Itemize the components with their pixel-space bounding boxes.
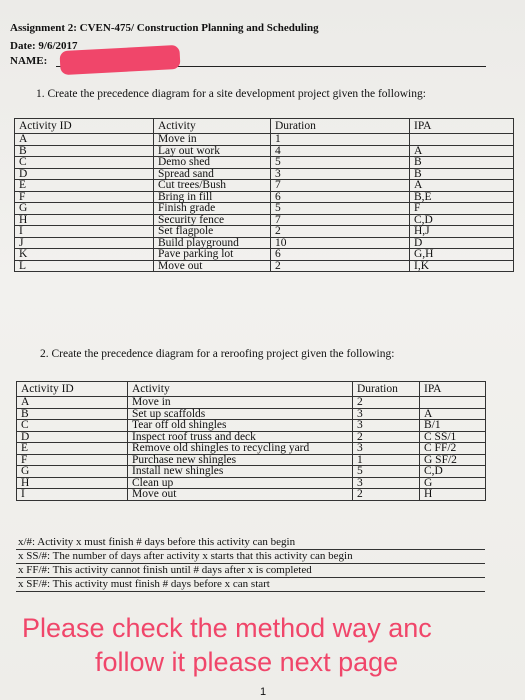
note-sf: x SF/#: This activity must finish # days before x can start: [16, 578, 485, 592]
cell-activity: Move out: [154, 260, 271, 272]
cell-activity: Install new shingles: [128, 466, 353, 478]
table-row: [15, 157, 514, 169]
cell-ipa: C FF/2: [420, 443, 486, 455]
table-row: [15, 168, 514, 180]
cell-activity-id: F: [17, 454, 128, 466]
cell-duration: 3: [271, 168, 410, 180]
cell-activity: Tear off old shingles: [128, 420, 353, 432]
cell-activity-id: H: [17, 477, 128, 489]
cell-ipa: B,E: [410, 191, 514, 203]
note-fs: x/#: Activity x must finish # days before this activity can begin: [16, 536, 485, 550]
cell-activity-id: E: [15, 180, 154, 192]
relationship-notes: [16, 536, 485, 592]
cell-activity-id: F: [15, 191, 154, 203]
table-row: [15, 249, 514, 261]
table-header-row: [17, 382, 486, 397]
cell-ipa: A: [420, 408, 486, 420]
assignment-date: Date: 9/6/2017: [10, 40, 78, 52]
cell-activity-id: A: [15, 134, 154, 146]
table-row: [17, 489, 486, 501]
cell-activity: Build playground: [154, 237, 271, 249]
cell-ipa: H: [420, 489, 486, 501]
cell-duration: 5: [271, 203, 410, 215]
table-row: [15, 191, 514, 203]
cell-ipa: D: [410, 237, 514, 249]
cell-activity: Cut trees/Bush: [154, 180, 271, 192]
cell-activity: Inspect roof truss and deck: [128, 431, 353, 443]
table-row: [17, 454, 486, 466]
col-ipa: IPA: [410, 119, 514, 134]
cell-duration: 10: [271, 237, 410, 249]
cell-activity: Bring in fill: [154, 191, 271, 203]
cell-duration: 3: [353, 443, 420, 455]
cell-duration: 5: [271, 157, 410, 169]
col-activity-id: Activity ID: [15, 119, 154, 134]
cell-activity-id: J: [15, 237, 154, 249]
cell-duration: 5: [353, 466, 420, 478]
cell-duration: 2: [271, 226, 410, 238]
table-row: [15, 226, 514, 238]
question-2-prompt: 2. Create the precedence diagram for a reroofing project given the following:: [40, 348, 395, 360]
cell-ipa: B: [410, 157, 514, 169]
table-row: [15, 203, 514, 215]
col-duration: Duration: [271, 119, 410, 134]
cell-activity: Pave parking lot: [154, 249, 271, 261]
cell-duration: 1: [271, 134, 410, 146]
note-ss: x SS/#: The number of days after activity x starts that this activity can begin: [16, 550, 485, 564]
cell-activity-id: A: [17, 397, 128, 409]
cell-duration: 7: [271, 180, 410, 192]
cell-activity-id: C: [15, 157, 154, 169]
cell-activity-id: B: [17, 408, 128, 420]
cell-activity: Move out: [128, 489, 353, 501]
table-row: [15, 145, 514, 157]
cell-activity: Set up scaffolds: [128, 408, 353, 420]
cell-activity-id: G: [17, 466, 128, 478]
cell-activity-id: K: [15, 249, 154, 261]
cell-duration: 1: [353, 454, 420, 466]
cell-activity-id: L: [15, 260, 154, 272]
assignment-title: Assignment 2: CVEN-475/ Construction Planning and Scheduling: [10, 22, 319, 34]
cell-duration: 3: [353, 408, 420, 420]
cell-activity: Set flagpole: [154, 226, 271, 238]
table-row: [17, 431, 486, 443]
page-number: 1: [260, 686, 267, 698]
cell-duration: 3: [353, 477, 420, 489]
cell-ipa: B/1: [420, 420, 486, 432]
table-row: [15, 260, 514, 272]
cell-ipa: A: [410, 145, 514, 157]
cell-duration: 2: [353, 397, 420, 409]
col-ipa: IPA: [420, 382, 486, 397]
cell-activity: Spread sand: [154, 168, 271, 180]
cell-activity: Move in: [128, 397, 353, 409]
table-row: [15, 134, 514, 146]
cell-activity-id: E: [17, 443, 128, 455]
cell-duration: 3: [353, 420, 420, 432]
cell-duration: 4: [271, 145, 410, 157]
cell-activity: Move in: [154, 134, 271, 146]
cell-activity-id: B: [15, 145, 154, 157]
cell-activity-id: C: [17, 420, 128, 432]
site-development-table: [14, 118, 514, 272]
cell-duration: 7: [271, 214, 410, 226]
cell-ipa: G SF/2: [420, 454, 486, 466]
cell-ipa: C,D: [420, 466, 486, 478]
cell-activity: Finish grade: [154, 203, 271, 215]
cell-ipa: G,H: [410, 249, 514, 261]
question-1-prompt: 1. Create the precedence diagram for a site development project given the following:: [36, 88, 426, 100]
cell-ipa: [410, 134, 514, 146]
cell-activity-id: D: [15, 168, 154, 180]
table-row: [17, 408, 486, 420]
col-activity: Activity: [154, 119, 271, 134]
cell-activity-id: H: [15, 214, 154, 226]
cell-ipa: A: [410, 180, 514, 192]
name-label: NAME:: [10, 55, 48, 67]
cell-activity: Lay out work: [154, 145, 271, 157]
table-row: [17, 420, 486, 432]
cell-activity-id: G: [15, 203, 154, 215]
table-row: [17, 466, 486, 478]
cell-ipa: I,K: [410, 260, 514, 272]
cell-duration: 2: [353, 489, 420, 501]
cell-activity-id: I: [15, 226, 154, 238]
table-header-row: [15, 119, 514, 134]
table-row: [17, 477, 486, 489]
handwritten-note-line-1: Please check the method way anc: [22, 613, 432, 643]
table-row: [17, 397, 486, 409]
cell-activity: Remove old shingles to recycling yard: [128, 443, 353, 455]
cell-duration: 2: [353, 431, 420, 443]
handwritten-note-line-2: follow it please next page: [95, 647, 399, 677]
cell-duration: 6: [271, 191, 410, 203]
col-activity-id: Activity ID: [17, 382, 128, 397]
note-ff: x FF/#: This activity cannot finish until # days after x is completed: [16, 564, 485, 578]
cell-activity: Demo shed: [154, 157, 271, 169]
reroofing-table: [16, 381, 486, 501]
redaction-mark: [59, 45, 180, 75]
cell-ipa: [420, 397, 486, 409]
cell-ipa: G: [420, 477, 486, 489]
cell-duration: 6: [271, 249, 410, 261]
cell-ipa: F: [410, 203, 514, 215]
cell-duration: 2: [271, 260, 410, 272]
table-row: [15, 237, 514, 249]
cell-activity-id: I: [17, 489, 128, 501]
col-activity: Activity: [128, 382, 353, 397]
table-row: [15, 180, 514, 192]
cell-activity: Security fence: [154, 214, 271, 226]
table-row: [17, 443, 486, 455]
cell-activity-id: D: [17, 431, 128, 443]
cell-ipa: C,D: [410, 214, 514, 226]
col-duration: Duration: [353, 382, 420, 397]
cell-ipa: B: [410, 168, 514, 180]
cell-activity: Clean up: [128, 477, 353, 489]
table-row: [15, 214, 514, 226]
cell-ipa: C SS/1: [420, 431, 486, 443]
cell-activity: Purchase new shingles: [128, 454, 353, 466]
cell-ipa: H,J: [410, 226, 514, 238]
